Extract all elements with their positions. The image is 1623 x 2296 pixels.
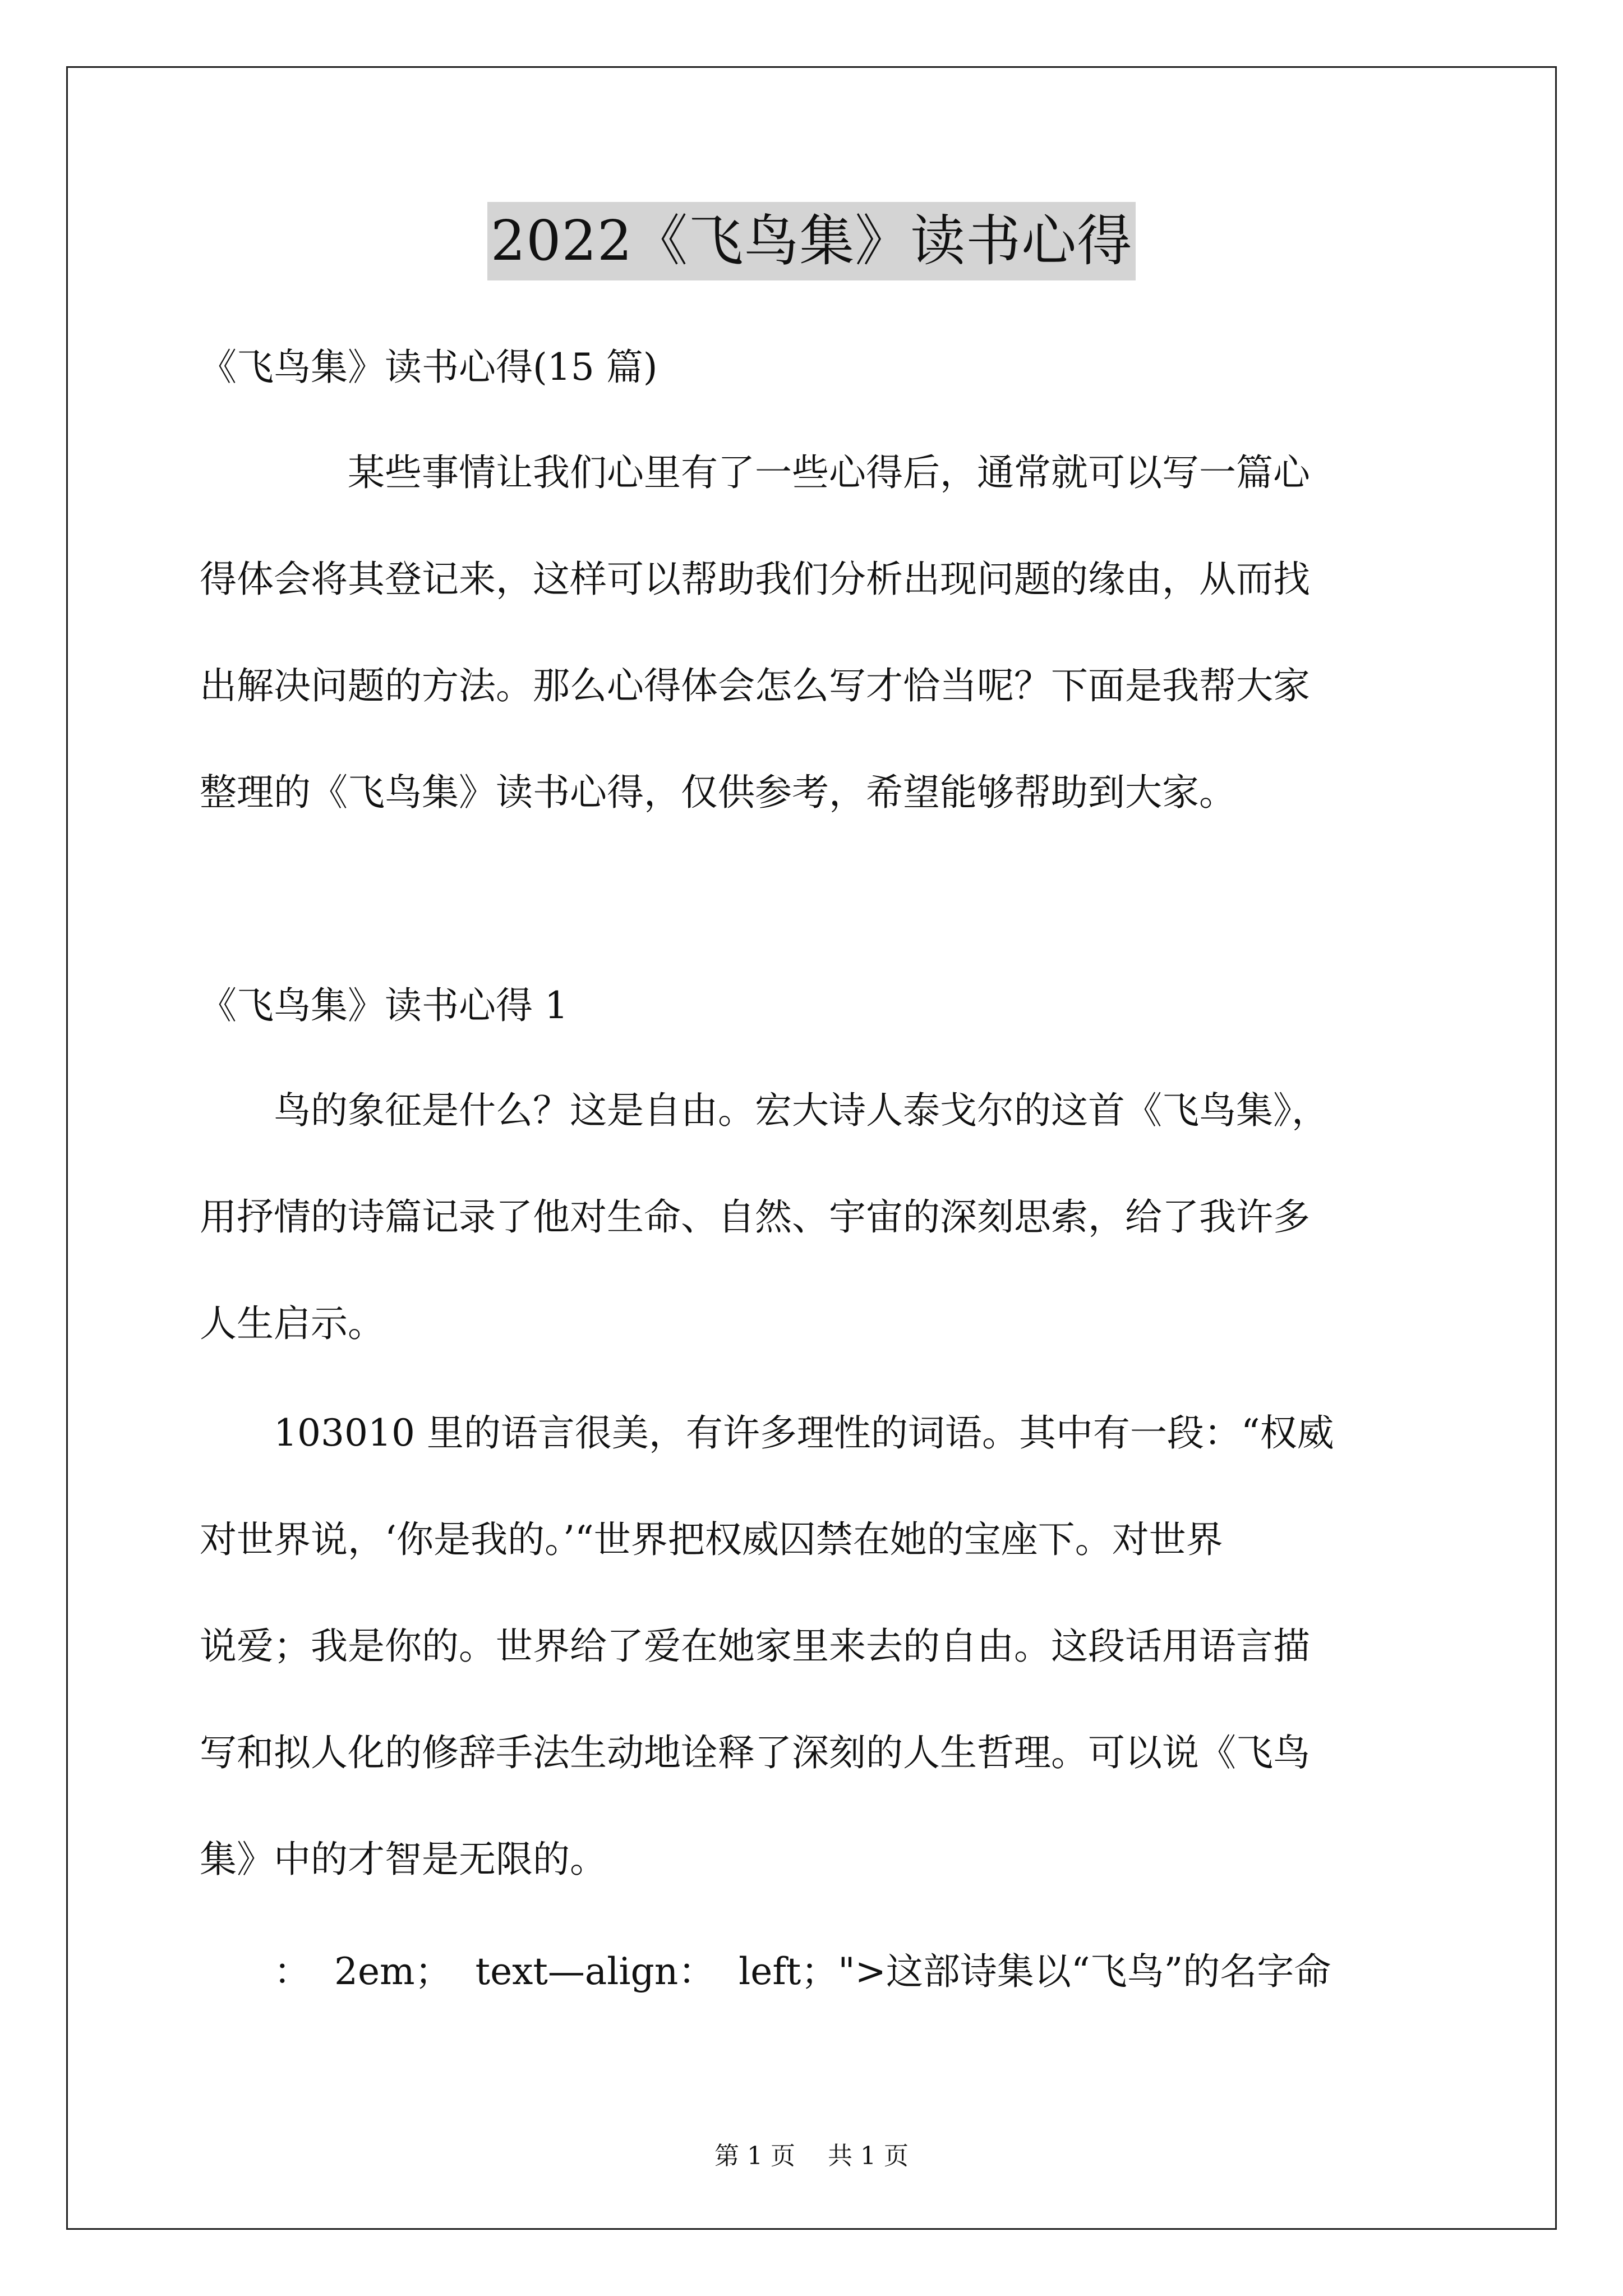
title-wrap (0, 202, 1623, 280)
paragraph-line: 写和拟人化的修辞手法生动地诠释了深刻的人生哲理。可以说《飞鸟 (200, 1731, 1310, 1774)
intro-line: 某些事情让我们心里有了一些心得后，通常就可以写一篇心 (200, 451, 1310, 494)
intro-line: 得体会将其登记来，这样可以帮助我们分析出现问题的缘由，从而找 (200, 558, 1310, 601)
intro-line: 整理的《飞鸟集》读书心得，仅供参考，希望能够帮助到大家。 (200, 771, 1236, 814)
paragraph-line: 人生启示。 (200, 1302, 385, 1345)
section-heading: 《飞鸟集》读书心得 1 (200, 984, 568, 1027)
document-title: 2022《飞鸟集》读书心得 (487, 202, 1136, 280)
paragraph-line: ： 2em； text—align： left；">这部诗集以“飞鸟”的名字命 (200, 1950, 1331, 1993)
intro-line: 出解决问题的方法。那么心得体会怎么写才恰当呢？下面是我帮大家 (200, 664, 1310, 707)
subtitle: 《飞鸟集》读书心得(15 篇) (200, 346, 658, 389)
paragraph-line: 说爱；我是你的。世界给了爱在她家里来去的自由。这段话用语言描 (200, 1625, 1310, 1668)
page-footer: 第 1 页 共 1 页 (714, 2142, 909, 2170)
paragraph-line: 用抒情的诗篇记录了他对生命、自然、宇宙的深刻思索，给了我许多 (200, 1195, 1310, 1239)
paragraph-line: 对世界说，‘你是我的。’“世界把权威囚禁在她的宝座下。对世界 (200, 1518, 1223, 1561)
paragraph-line: 集》中的才智是无限的。 (200, 1838, 607, 1881)
paragraph-line: 鸟的象征是什么？这是自由。宏大诗人泰戈尔的这首《飞鸟集》， (200, 1089, 1329, 1132)
paragraph-line: 103010 里的语言很美，有许多理性的词语。其中有一段：“权威 (200, 1411, 1334, 1455)
